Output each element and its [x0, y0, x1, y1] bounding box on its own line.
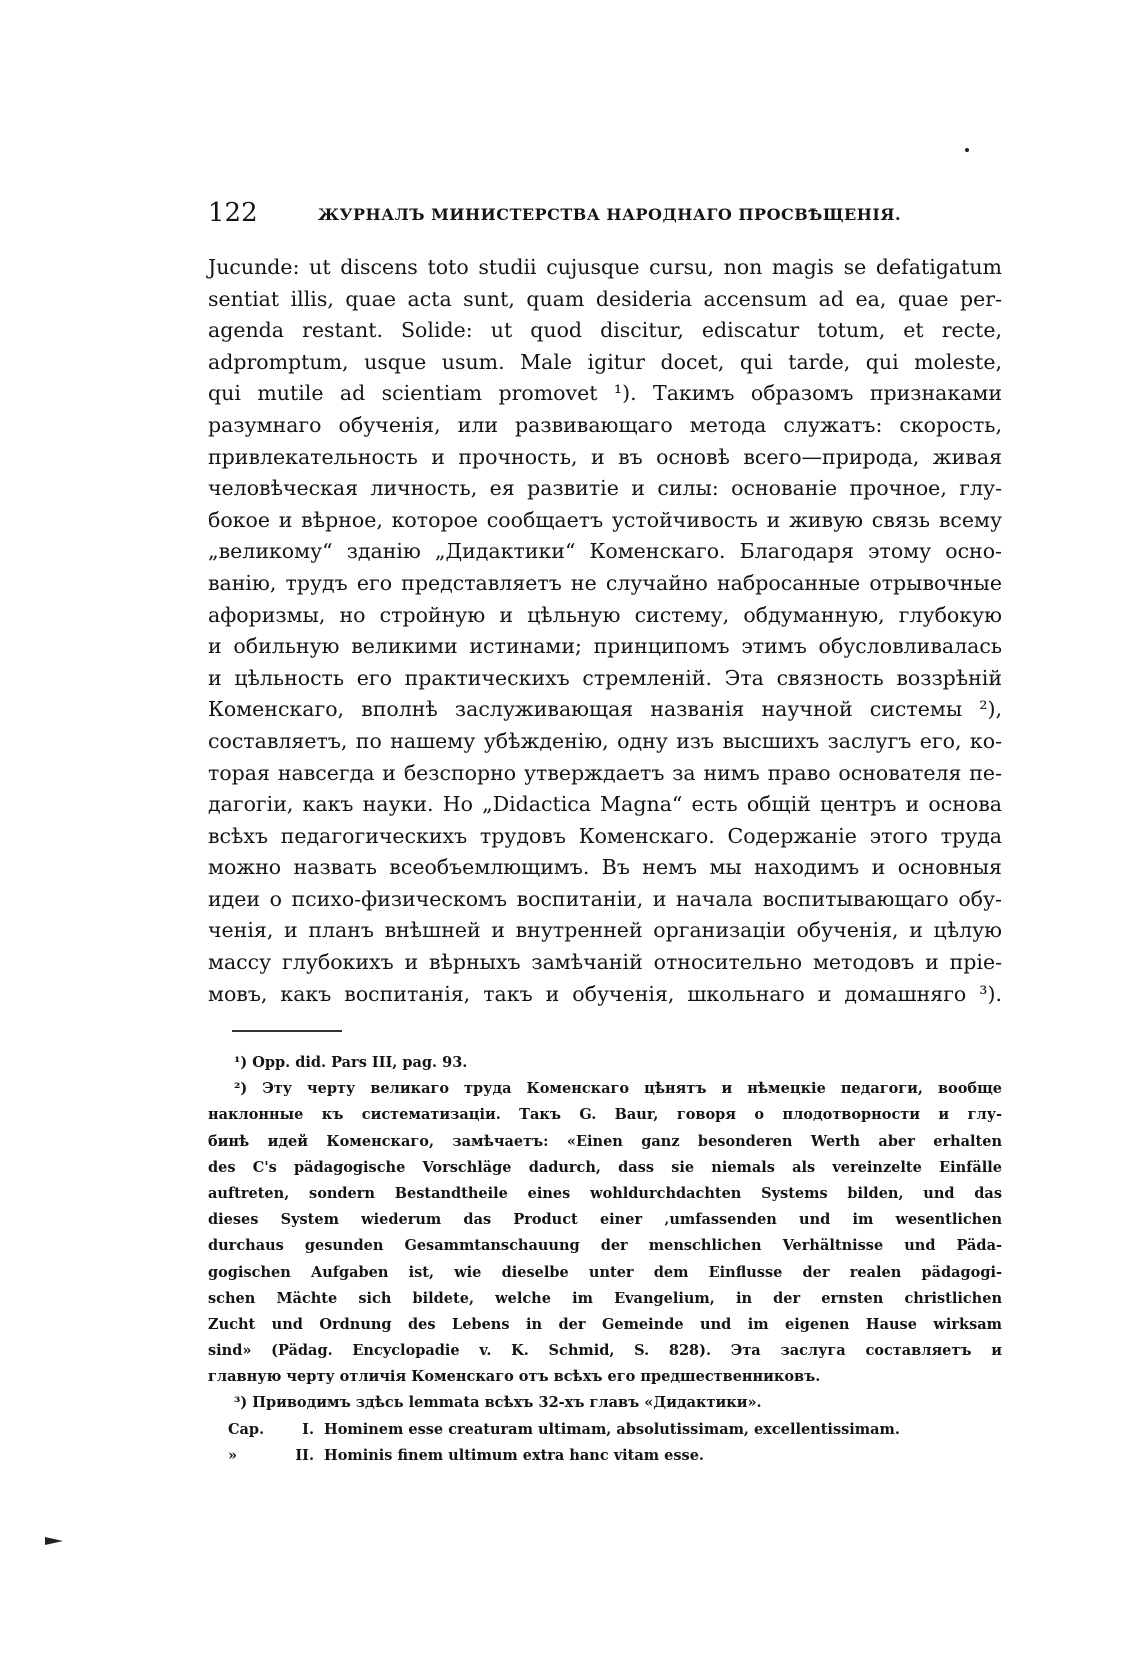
chapter-label: Cap. [228, 1420, 265, 1438]
text-line: привлекательность и прочность, и въ основѣ всего—природа, живая [208, 444, 1002, 469]
text-line: всѣхъ педагогическихъ трудовъ Коменскаго. Содержаніе этого труда [208, 823, 1002, 848]
main-text [208, 252, 1002, 1010]
footnote-line: auftreten, sondern Bestandtheile eines wohldurchdachten Systems bilden, und das [208, 1184, 1002, 1202]
text-line: „великому“ зданію „Дидактики“ Коменскаго. Благодаря этому осно- [208, 539, 1002, 564]
text-line: человѣческая личность, ея развитіе и силы: основаніе прочное, глу- [208, 476, 1002, 501]
text-line: Коменскаго, вполнѣ заслуживающая названія научной системы ²), [208, 697, 1002, 722]
text-line: и цѣльность его практическихъ стремленій. Эта связность воззрѣній [208, 665, 1002, 690]
footnote-3: ³) Приводимъ здѣсь lemmata всѣхъ 32-хъ главъ «Дидактики». [234, 1394, 762, 1412]
footnote-line: dieses System wiederum das Product einer ‚umfassenden und im wesentlichen [208, 1211, 1002, 1229]
footnote-line: des C's pädagogische Vorschläge dadurch, dass sie niemals als vereinzelte Einfälle [208, 1158, 1002, 1176]
footnotes [208, 1050, 1002, 1469]
chapter-entry [208, 1443, 1002, 1469]
chapter-text: Hominis finem ultimum extra hanc vitam esse. [324, 1446, 704, 1464]
footnote-separator [232, 1030, 342, 1032]
margin-arrow-mark [45, 1537, 63, 1545]
footnote-line: gogischen Aufgaben ist, wie dieselbe unter dem Einflusse der realen pädagogi- [208, 1263, 1002, 1281]
text-line: составляетъ, по нашему убѣжденію, одну изъ высшихъ заслугъ его, ко- [208, 728, 1002, 753]
text-line: афоризмы, но стройную и цѣльную систему, обдуманную, глубокую [208, 602, 1002, 627]
text-line: qui mutile ad scientiam promovet ¹). Такимъ образомъ признаками [208, 381, 1002, 406]
footnote-line: наклонные къ систематизаціи. Такъ G. Baur, говоря о плодотворности и глу- [208, 1106, 1002, 1124]
text-line: Jucunde: ut discens toto studii cujusque cursu, non magis se defatigatum [208, 255, 1002, 279]
footnote-line: Zucht und Ordnung des Lebens in der Gemeinde und im eigenen Hause wirksam [208, 1315, 1002, 1333]
chapter-number: II. [295, 1446, 314, 1464]
text-line: ванію, трудъ его представляетъ не случайно набросанные отрывочные [208, 570, 1002, 595]
speck-mark [965, 148, 969, 152]
chapter-number: I. [302, 1420, 314, 1438]
text-line: ченія, и планъ внѣшней и внутренней организаціи обученія, и цѣлую [208, 918, 1002, 943]
chapter-entry [208, 1417, 1002, 1443]
text-line: разумнаго обученія, или развивающаго метода служатъ: скорость, [208, 412, 1002, 437]
text-line: бокое и вѣрное, которое сообщаетъ устойчивость и живую связь всему [208, 507, 1002, 532]
footnote-line: durchaus gesunden Gesammtanschauung der menschlichen Verhältnisse und Päda- [208, 1237, 1002, 1255]
chapter-list [208, 1417, 1002, 1469]
text-line: и обильную великими истинами; принципомъ этимъ обусловливалась [208, 634, 1002, 659]
footnote-2 [208, 1076, 1002, 1390]
page-number: 122 [208, 198, 258, 228]
text-line: массу глубокихъ и вѣрныхъ замѣчаній относительно методовъ и пріе- [208, 950, 1002, 975]
chapter-label: » [228, 1446, 238, 1464]
footnote-line: главную черту отличія Коменскаго отъ всѣхъ его предшественниковъ. [208, 1368, 821, 1386]
text-line: можно назвать всеобъемлющимъ. Въ немъ мы находимъ и основныя [208, 855, 1002, 880]
text-line: торая навсегда и безспорно утверждаетъ за нимъ право основателя пе- [208, 760, 1002, 785]
text-line: идеи о психо-физическомъ воспитаніи, и начала воспитывающаго обу- [208, 886, 1002, 911]
footnote-line: ²) Эту черту великаго труда Коменскаго цѣнятъ и нѣмецкіе педагоги, вообще [234, 1080, 1002, 1098]
footnote-1: ¹) Opp. did. Pars III, pag. 93. [234, 1054, 468, 1071]
text-line: дагогіи, какъ науки. Но „Didactica Magna“ есть общій центръ и основа [208, 792, 1002, 817]
text-line: adpromptum, usque usum. Male igitur docet, qui tarde, qui moleste, [208, 349, 1002, 374]
chapter-text: Hominem esse creaturam ultimam, absolutissimam, excellentissimam. [324, 1420, 900, 1438]
footnote-line: sind» (Pädag. Encyclopadie v. K. Schmid, S. 828). Эта заслуга составляетъ и [208, 1342, 1002, 1360]
footnote-line: бинѣ идей Коменскаго, замѣчаетъ: «Einen ganz besonderen Werth aber erhalten [208, 1132, 1002, 1150]
running-title: ЖУРНАЛЪ МИНИСТЕРСТВА НАРОДНАГО ПРОСВѢЩЕНІЯ. [318, 205, 902, 224]
text-line: sentiat illis, quae acta sunt, quam desideria accensum ad ea, quae per- [208, 286, 1002, 311]
footnote-line: schen Mächte sich bildete, welche im Evangelium, in der ernsten christlichen [208, 1289, 1002, 1307]
page-header [208, 198, 1008, 232]
text-line: мовъ, какъ воспитанія, такъ и обученія, школьнаго и домашняго ³). [208, 981, 1002, 1006]
text-line: agenda restant. Solide: ut quod discitur, ediscatur totum, et recte, [208, 318, 1002, 343]
